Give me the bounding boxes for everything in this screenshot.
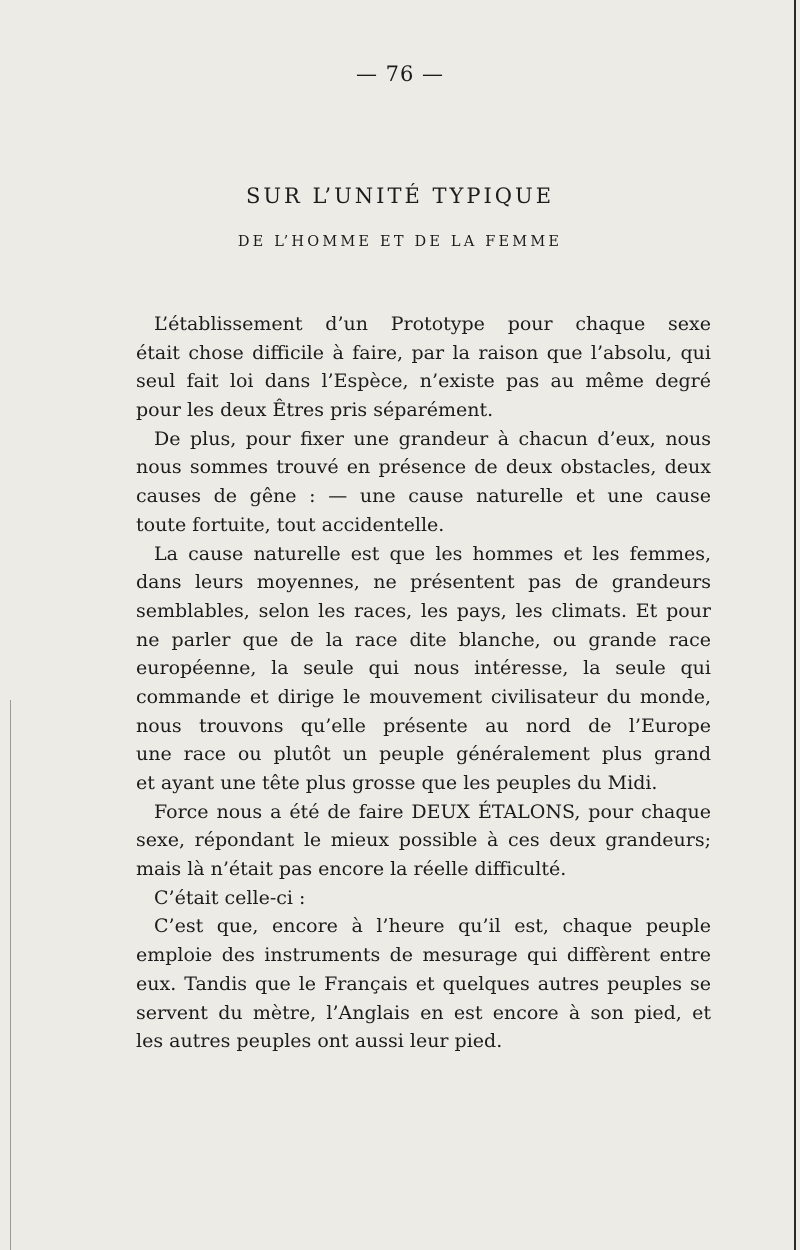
text-line: servent du mètre, l’Anglais en est encore à son pied, et [136,1001,711,1024]
text-line: était chose difficile à faire, par la raison que l’absolu, qui [136,341,711,364]
chapter-title: SUR L’UNITÉ TYPIQUE [245,184,555,208]
text-line: sexe, répondant le mieux possible à ces deux grandeurs; [136,829,711,852]
text-line: nous sommes trouvé en présence de deux obstacles, deux [136,456,711,479]
text-line: mais là n’était pas encore la réelle difficulté. [136,858,567,881]
text-line: pour les deux Êtres pris séparément. [136,399,494,422]
text-line: une race ou plutôt un peuple généralement plus grand [136,743,711,766]
page-edge-left [10,700,11,1250]
text-line: seul fait loi dans l’Espèce, n’existe pas au même degré [136,370,711,393]
text-line: eux. Tandis que le Français et quelques autres peuples se [136,972,711,995]
text-line: et ayant une tête plus grosse que les peuples du Midi. [136,772,658,794]
body-text [136,310,711,1056]
text-line: C’est que, encore à l’heure qu’il est, chaque peuple [154,915,711,938]
text-line: C’était celle-ci : [154,886,306,909]
chapter-subtitle: DE L’HOMME ET DE LA FEMME [237,234,563,250]
text-line: ne parler que de la race dite blanche, ou grande race [136,628,711,651]
text-line: De plus, pour fixer une grandeur à chacun d’eux, nous [154,427,711,450]
text-line: les autres peuples ont aussi leur pied. [136,1030,503,1053]
text-line: Force nous a été de faire DEUX ÉTALONS, pour chaque [154,800,711,823]
text-line: européenne, la seule qui nous intéresse, la seule qui [136,657,711,680]
text-line: La cause naturelle est que les hommes et les femmes, [154,542,711,565]
text-line: causes de gêne : — une cause naturelle et une cause [136,485,711,508]
text-line: dans leurs moyennes, ne présentent pas de grandeurs [136,571,711,594]
text-line: L’établissement d’un Prototype pour chaque sexe [154,313,711,335]
text-line: commande et dirige le mouvement civilisateur du monde, [136,685,711,708]
text-line: emploie des instruments de mesurage qui diffèrent entre [136,944,711,967]
text-line: nous trouvons qu’elle présente au nord de l’Europe [136,714,711,737]
text-line: semblables, selon les races, les pays, les climats. Et pour [136,599,711,622]
page-number: — 76 — [355,62,445,86]
text-line: toute fortuite, tout accidentelle. [136,513,445,536]
